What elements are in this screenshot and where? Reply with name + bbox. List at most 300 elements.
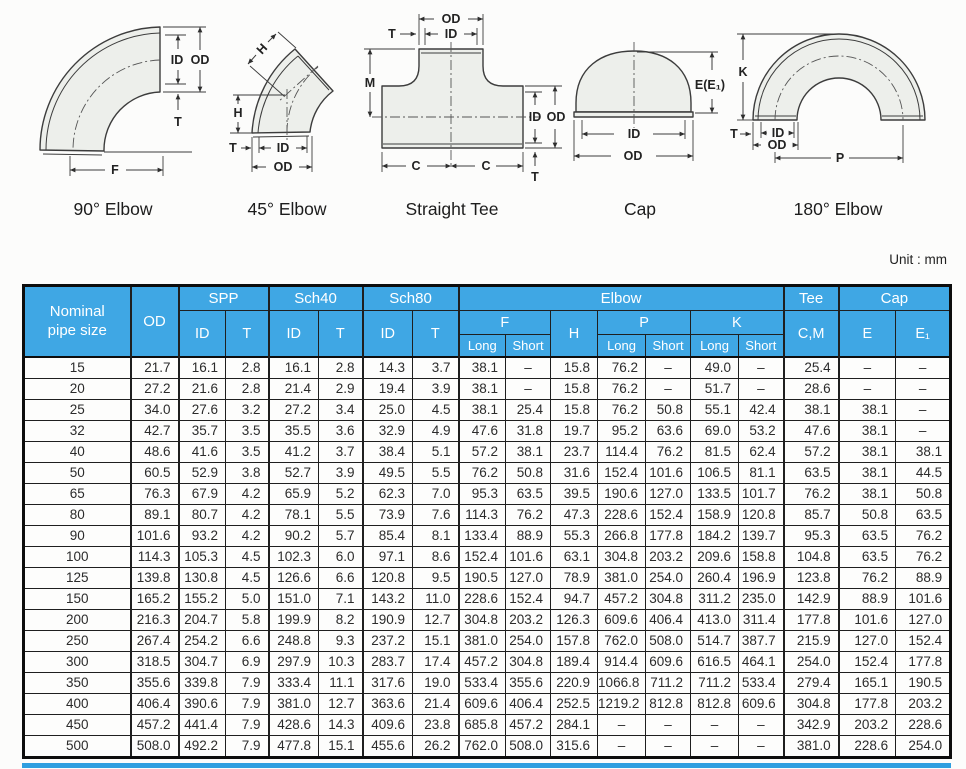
col-header-sch80: Sch80 bbox=[363, 286, 459, 311]
value-cell: 69.0 bbox=[691, 421, 739, 442]
value-cell: 101.6 bbox=[131, 526, 179, 547]
value-cell: 203.2 bbox=[506, 610, 551, 631]
col-header-k-long: Long bbox=[691, 335, 739, 358]
value-cell: 508.0 bbox=[506, 736, 551, 758]
value-cell: – bbox=[896, 400, 951, 421]
value-cell: 76.2 bbox=[459, 463, 506, 484]
col-header-spp-id: ID bbox=[179, 311, 226, 358]
value-cell: 196.9 bbox=[739, 568, 784, 589]
nominal-size-cell: 350 bbox=[24, 673, 131, 694]
value-cell: 151.0 bbox=[269, 589, 319, 610]
value-cell: 7.9 bbox=[226, 715, 269, 736]
value-cell: 94.7 bbox=[551, 589, 598, 610]
k-dim-label: K bbox=[738, 65, 748, 79]
value-cell: 158.8 bbox=[739, 547, 784, 568]
value-cell: 333.4 bbox=[269, 673, 319, 694]
value-cell: 76.2 bbox=[646, 442, 691, 463]
value-cell: 428.6 bbox=[269, 715, 319, 736]
value-cell: 220.9 bbox=[551, 673, 598, 694]
value-cell: 7.9 bbox=[226, 736, 269, 758]
value-cell: 609.6 bbox=[646, 652, 691, 673]
value-cell: 76.2 bbox=[598, 357, 646, 379]
od-dim-label: OD bbox=[623, 149, 643, 163]
value-cell: – bbox=[691, 736, 739, 758]
value-cell: 78.1 bbox=[269, 505, 319, 526]
value-cell: 104.8 bbox=[784, 547, 839, 568]
od-dim-label: OD bbox=[273, 160, 293, 174]
table-row bbox=[24, 610, 951, 631]
value-cell: 533.4 bbox=[739, 673, 784, 694]
fitting-diagrams bbox=[0, 0, 966, 278]
value-cell: 25.4 bbox=[784, 357, 839, 379]
value-cell: 304.8 bbox=[598, 547, 646, 568]
elbow90-drawing bbox=[40, 27, 209, 219]
col-header-f: F bbox=[459, 311, 551, 335]
nominal-size-cell: 400 bbox=[24, 694, 131, 715]
value-cell: – bbox=[839, 357, 896, 379]
nominal-size-cell: 450 bbox=[24, 715, 131, 736]
value-cell: 441.4 bbox=[179, 715, 226, 736]
value-cell: 190.6 bbox=[598, 484, 646, 505]
value-cell: 409.6 bbox=[363, 715, 413, 736]
col-header-k-short: Short bbox=[739, 335, 784, 358]
table-row bbox=[24, 736, 951, 758]
value-cell: 38.1 bbox=[459, 400, 506, 421]
col-header-cm: C,M bbox=[784, 311, 839, 358]
od-dim-label: OD bbox=[190, 53, 210, 67]
value-cell: 3.5 bbox=[226, 442, 269, 463]
value-cell: 3.7 bbox=[413, 357, 459, 379]
value-cell: 254.0 bbox=[646, 568, 691, 589]
value-cell: 616.5 bbox=[691, 652, 739, 673]
value-cell: 88.9 bbox=[896, 568, 951, 589]
table-row bbox=[24, 400, 951, 421]
value-cell: – bbox=[646, 715, 691, 736]
value-cell: 390.6 bbox=[179, 694, 226, 715]
value-cell: 85.4 bbox=[363, 526, 413, 547]
col-header-sch40-t: T bbox=[319, 311, 363, 358]
value-cell: 63.5 bbox=[839, 526, 896, 547]
value-cell: 31.8 bbox=[506, 421, 551, 442]
value-cell: 7.1 bbox=[319, 589, 363, 610]
nominal-size-cell: 300 bbox=[24, 652, 131, 673]
nominal-size-cell: 32 bbox=[24, 421, 131, 442]
table-row bbox=[24, 484, 951, 505]
value-cell: 8.2 bbox=[319, 610, 363, 631]
value-cell: 152.4 bbox=[896, 631, 951, 652]
value-cell: 19.7 bbox=[551, 421, 598, 442]
value-cell: 2.8 bbox=[226, 379, 269, 400]
value-cell: 457.2 bbox=[506, 715, 551, 736]
value-cell: 5.7 bbox=[319, 526, 363, 547]
value-cell: 15.8 bbox=[551, 400, 598, 421]
value-cell: 812.8 bbox=[691, 694, 739, 715]
value-cell: 199.9 bbox=[269, 610, 319, 631]
value-cell: 55.3 bbox=[551, 526, 598, 547]
value-cell: 12.7 bbox=[413, 610, 459, 631]
value-cell: 142.9 bbox=[784, 589, 839, 610]
value-cell: 152.4 bbox=[459, 547, 506, 568]
value-cell: 203.2 bbox=[896, 694, 951, 715]
cap-caption: Cap bbox=[623, 199, 657, 219]
value-cell: 38.1 bbox=[459, 379, 506, 400]
value-cell: 42.7 bbox=[131, 421, 179, 442]
value-cell: 609.6 bbox=[598, 610, 646, 631]
value-cell: 133.5 bbox=[691, 484, 739, 505]
value-cell: 189.4 bbox=[551, 652, 598, 673]
value-cell: 304.8 bbox=[459, 610, 506, 631]
value-cell: 9.3 bbox=[319, 631, 363, 652]
bottom-blue-strip bbox=[22, 763, 951, 768]
nominal-size-cell: 80 bbox=[24, 505, 131, 526]
col-header-p-short: Short bbox=[646, 335, 691, 358]
value-cell: 3.5 bbox=[226, 421, 269, 442]
value-cell: 127.0 bbox=[506, 568, 551, 589]
value-cell: 155.2 bbox=[179, 589, 226, 610]
value-cell: 152.4 bbox=[839, 652, 896, 673]
value-cell: 97.1 bbox=[363, 547, 413, 568]
value-cell: 4.9 bbox=[413, 421, 459, 442]
value-cell: 254.0 bbox=[896, 736, 951, 758]
m-dim-label: M bbox=[364, 76, 376, 90]
value-cell: 158.9 bbox=[691, 505, 739, 526]
value-cell: 304.7 bbox=[179, 652, 226, 673]
col-header-k: K bbox=[691, 311, 784, 335]
value-cell: 15.8 bbox=[551, 357, 598, 379]
value-cell: 381.0 bbox=[784, 736, 839, 758]
value-cell: 1066.8 bbox=[598, 673, 646, 694]
value-cell: 152.4 bbox=[598, 463, 646, 484]
value-cell: 101.6 bbox=[896, 589, 951, 610]
nominal-size-cell: 90 bbox=[24, 526, 131, 547]
value-cell: 464.1 bbox=[739, 652, 784, 673]
value-cell: 7.6 bbox=[413, 505, 459, 526]
value-cell: 35.7 bbox=[179, 421, 226, 442]
value-cell: 228.6 bbox=[598, 505, 646, 526]
value-cell: – bbox=[739, 357, 784, 379]
cap-drawing bbox=[574, 42, 725, 219]
value-cell: 9.5 bbox=[413, 568, 459, 589]
value-cell: 3.2 bbox=[226, 400, 269, 421]
value-cell: 5.5 bbox=[413, 463, 459, 484]
value-cell: 21.7 bbox=[131, 357, 179, 379]
value-cell: 762.0 bbox=[459, 736, 506, 758]
value-cell: 3.9 bbox=[413, 379, 459, 400]
value-cell: 177.8 bbox=[839, 694, 896, 715]
value-cell: 10.3 bbox=[319, 652, 363, 673]
value-cell: 19.4 bbox=[363, 379, 413, 400]
value-cell: 5.0 bbox=[226, 589, 269, 610]
value-cell: 315.6 bbox=[551, 736, 598, 758]
table-row bbox=[24, 421, 951, 442]
value-cell: 123.8 bbox=[784, 568, 839, 589]
value-cell: 3.6 bbox=[319, 421, 363, 442]
value-cell: 609.6 bbox=[459, 694, 506, 715]
value-cell: 63.1 bbox=[551, 547, 598, 568]
nominal-size-cell: 250 bbox=[24, 631, 131, 652]
value-cell: – bbox=[506, 379, 551, 400]
col-header-spp-t: T bbox=[226, 311, 269, 358]
elbow180-caption: 180° Elbow bbox=[793, 199, 883, 219]
value-cell: 165.1 bbox=[839, 673, 896, 694]
value-cell: 177.8 bbox=[784, 610, 839, 631]
f-dim-label: F bbox=[111, 163, 119, 177]
value-cell: 78.9 bbox=[551, 568, 598, 589]
tee-caption: Straight Tee bbox=[405, 199, 499, 219]
value-cell: 228.6 bbox=[459, 589, 506, 610]
value-cell: 44.5 bbox=[896, 463, 951, 484]
value-cell: 5.8 bbox=[226, 610, 269, 631]
id-dim-label: ID bbox=[170, 53, 184, 67]
value-cell: 38.4 bbox=[363, 442, 413, 463]
value-cell: 8.6 bbox=[413, 547, 459, 568]
value-cell: 55.1 bbox=[691, 400, 739, 421]
table-row bbox=[24, 652, 951, 673]
value-cell: 317.6 bbox=[363, 673, 413, 694]
value-cell: 311.4 bbox=[739, 610, 784, 631]
value-cell: – bbox=[739, 715, 784, 736]
value-cell: – bbox=[691, 715, 739, 736]
value-cell: 3.4 bbox=[319, 400, 363, 421]
value-cell: 127.0 bbox=[896, 610, 951, 631]
value-cell: 177.8 bbox=[896, 652, 951, 673]
col-header-sch40: Sch40 bbox=[269, 286, 363, 311]
value-cell: 6.0 bbox=[319, 547, 363, 568]
value-cell: 120.8 bbox=[363, 568, 413, 589]
value-cell: 283.7 bbox=[363, 652, 413, 673]
value-cell: 101.7 bbox=[739, 484, 784, 505]
value-cell: 457.2 bbox=[131, 715, 179, 736]
value-cell: 5.2 bbox=[319, 484, 363, 505]
value-cell: 152.4 bbox=[506, 589, 551, 610]
value-cell: 21.6 bbox=[179, 379, 226, 400]
value-cell: 4.5 bbox=[226, 568, 269, 589]
value-cell: 52.9 bbox=[179, 463, 226, 484]
value-cell: 73.9 bbox=[363, 505, 413, 526]
nominal-size-cell: 100 bbox=[24, 547, 131, 568]
value-cell: 126.6 bbox=[269, 568, 319, 589]
value-cell: 457.2 bbox=[598, 589, 646, 610]
value-cell: 165.2 bbox=[131, 589, 179, 610]
table-row bbox=[24, 631, 951, 652]
value-cell: 114.4 bbox=[598, 442, 646, 463]
value-cell: 533.4 bbox=[459, 673, 506, 694]
value-cell: 60.5 bbox=[131, 463, 179, 484]
value-cell: – bbox=[839, 379, 896, 400]
value-cell: 38.1 bbox=[896, 442, 951, 463]
value-cell: 126.3 bbox=[551, 610, 598, 631]
nominal-size-cell: 15 bbox=[24, 357, 131, 379]
value-cell: 228.6 bbox=[896, 715, 951, 736]
value-cell: 7.0 bbox=[413, 484, 459, 505]
value-cell: 133.4 bbox=[459, 526, 506, 547]
unit-label: Unit : mm bbox=[889, 252, 947, 267]
value-cell: 762.0 bbox=[598, 631, 646, 652]
value-cell: 279.4 bbox=[784, 673, 839, 694]
value-cell: 4.2 bbox=[226, 526, 269, 547]
od-right-dim-label: OD bbox=[546, 110, 566, 124]
col-header-elbow: Elbow bbox=[459, 286, 784, 311]
value-cell: 381.0 bbox=[269, 694, 319, 715]
value-cell: 95.3 bbox=[784, 526, 839, 547]
value-cell: 47.6 bbox=[784, 421, 839, 442]
table-body bbox=[24, 357, 951, 758]
value-cell: 63.5 bbox=[896, 505, 951, 526]
p-dim-label: P bbox=[835, 151, 845, 165]
nominal-size-cell: 125 bbox=[24, 568, 131, 589]
value-cell: – bbox=[896, 379, 951, 400]
value-cell: 88.9 bbox=[506, 526, 551, 547]
value-cell: 25.4 bbox=[506, 400, 551, 421]
value-cell: 14.3 bbox=[319, 715, 363, 736]
value-cell: 21.4 bbox=[269, 379, 319, 400]
elbow45-drawing bbox=[229, 32, 333, 219]
value-cell: 53.2 bbox=[739, 421, 784, 442]
value-cell: – bbox=[646, 357, 691, 379]
value-cell: 406.4 bbox=[506, 694, 551, 715]
table-row bbox=[24, 547, 951, 568]
value-cell: 62.3 bbox=[363, 484, 413, 505]
value-cell: 42.4 bbox=[739, 400, 784, 421]
value-cell: – bbox=[739, 379, 784, 400]
value-cell: – bbox=[896, 421, 951, 442]
value-cell: 6.6 bbox=[226, 631, 269, 652]
value-cell: 304.8 bbox=[506, 652, 551, 673]
value-cell: 609.6 bbox=[739, 694, 784, 715]
value-cell: 15.8 bbox=[551, 379, 598, 400]
nominal-size-cell: 40 bbox=[24, 442, 131, 463]
value-cell: 237.2 bbox=[363, 631, 413, 652]
value-cell: – bbox=[646, 379, 691, 400]
value-cell: 50.8 bbox=[646, 400, 691, 421]
value-cell: 67.9 bbox=[179, 484, 226, 505]
value-cell: 76.2 bbox=[896, 547, 951, 568]
col-header-spp: SPP bbox=[179, 286, 269, 311]
col-header-cap: Cap bbox=[839, 286, 951, 311]
value-cell: – bbox=[506, 357, 551, 379]
col-header-sch40-id: ID bbox=[269, 311, 319, 358]
value-cell: 355.6 bbox=[131, 673, 179, 694]
value-cell: 11.1 bbox=[319, 673, 363, 694]
value-cell: 102.3 bbox=[269, 547, 319, 568]
value-cell: 14.3 bbox=[363, 357, 413, 379]
nominal-size-cell: 500 bbox=[24, 736, 131, 758]
value-cell: 76.2 bbox=[839, 568, 896, 589]
value-cell: 63.5 bbox=[784, 463, 839, 484]
table-row bbox=[24, 442, 951, 463]
id-dim-label: ID bbox=[627, 127, 641, 141]
table-row bbox=[24, 673, 951, 694]
c-right-dim-label: C bbox=[481, 159, 491, 173]
value-cell: 47.3 bbox=[551, 505, 598, 526]
value-cell: 38.1 bbox=[839, 463, 896, 484]
value-cell: 812.8 bbox=[646, 694, 691, 715]
value-cell: 16.1 bbox=[179, 357, 226, 379]
nominal-size-cell: 25 bbox=[24, 400, 131, 421]
value-cell: 105.3 bbox=[179, 547, 226, 568]
value-cell: 50.8 bbox=[896, 484, 951, 505]
value-cell: 27.2 bbox=[269, 400, 319, 421]
tee-drawing bbox=[364, 12, 565, 219]
value-cell: 508.0 bbox=[131, 736, 179, 758]
value-cell: 204.7 bbox=[179, 610, 226, 631]
value-cell: 50.8 bbox=[839, 505, 896, 526]
value-cell: 127.0 bbox=[839, 631, 896, 652]
value-cell: 260.4 bbox=[691, 568, 739, 589]
value-cell: 6.9 bbox=[226, 652, 269, 673]
value-cell: 38.1 bbox=[459, 357, 506, 379]
value-cell: 228.6 bbox=[839, 736, 896, 758]
value-cell: 139.7 bbox=[739, 526, 784, 547]
value-cell: 7.9 bbox=[226, 673, 269, 694]
value-cell: 80.7 bbox=[179, 505, 226, 526]
value-cell: 76.3 bbox=[131, 484, 179, 505]
value-cell: 38.1 bbox=[839, 421, 896, 442]
value-cell: 139.8 bbox=[131, 568, 179, 589]
value-cell: 5.5 bbox=[319, 505, 363, 526]
value-cell: 2.9 bbox=[319, 379, 363, 400]
value-cell: 76.2 bbox=[896, 526, 951, 547]
value-cell: 381.0 bbox=[598, 568, 646, 589]
col-header-p-long: Long bbox=[598, 335, 646, 358]
value-cell: 508.0 bbox=[646, 631, 691, 652]
value-cell: 90.2 bbox=[269, 526, 319, 547]
value-cell: 304.8 bbox=[784, 694, 839, 715]
value-cell: 101.6 bbox=[646, 463, 691, 484]
value-cell: 27.2 bbox=[131, 379, 179, 400]
value-cell: 39.5 bbox=[551, 484, 598, 505]
value-cell: 32.9 bbox=[363, 421, 413, 442]
value-cell: – bbox=[598, 715, 646, 736]
value-cell: 23.7 bbox=[551, 442, 598, 463]
value-cell: 26.2 bbox=[413, 736, 459, 758]
value-cell: 381.0 bbox=[459, 631, 506, 652]
c-left-dim-label: C bbox=[411, 159, 421, 173]
value-cell: 47.6 bbox=[459, 421, 506, 442]
col-header-sch80-t: T bbox=[413, 311, 459, 358]
value-cell: 235.0 bbox=[739, 589, 784, 610]
value-cell: 95.2 bbox=[598, 421, 646, 442]
value-cell: 8.1 bbox=[413, 526, 459, 547]
value-cell: 297.9 bbox=[269, 652, 319, 673]
value-cell: 41.6 bbox=[179, 442, 226, 463]
value-cell: 152.4 bbox=[646, 505, 691, 526]
id-top-dim-label: ID bbox=[444, 27, 458, 41]
value-cell: 38.1 bbox=[839, 442, 896, 463]
value-cell: 685.8 bbox=[459, 715, 506, 736]
elbow45-caption: 45° Elbow bbox=[247, 199, 327, 219]
value-cell: 215.9 bbox=[784, 631, 839, 652]
value-cell: 76.2 bbox=[598, 400, 646, 421]
value-cell: 38.1 bbox=[839, 484, 896, 505]
value-cell: 25.0 bbox=[363, 400, 413, 421]
value-cell: 3.8 bbox=[226, 463, 269, 484]
value-cell: 266.8 bbox=[598, 526, 646, 547]
value-cell: – bbox=[646, 736, 691, 758]
col-header-tee: Tee bbox=[784, 286, 839, 311]
nominal-size-cell: 150 bbox=[24, 589, 131, 610]
value-cell: 65.9 bbox=[269, 484, 319, 505]
value-cell: 85.7 bbox=[784, 505, 839, 526]
col-header-h: H bbox=[551, 311, 598, 358]
value-cell: 406.4 bbox=[131, 694, 179, 715]
value-cell: 28.6 bbox=[784, 379, 839, 400]
od-top-dim-label: OD bbox=[441, 12, 461, 26]
id-right-dim-label: ID bbox=[528, 110, 542, 124]
value-cell: 31.6 bbox=[551, 463, 598, 484]
value-cell: 252.5 bbox=[551, 694, 598, 715]
value-cell: 203.2 bbox=[646, 547, 691, 568]
